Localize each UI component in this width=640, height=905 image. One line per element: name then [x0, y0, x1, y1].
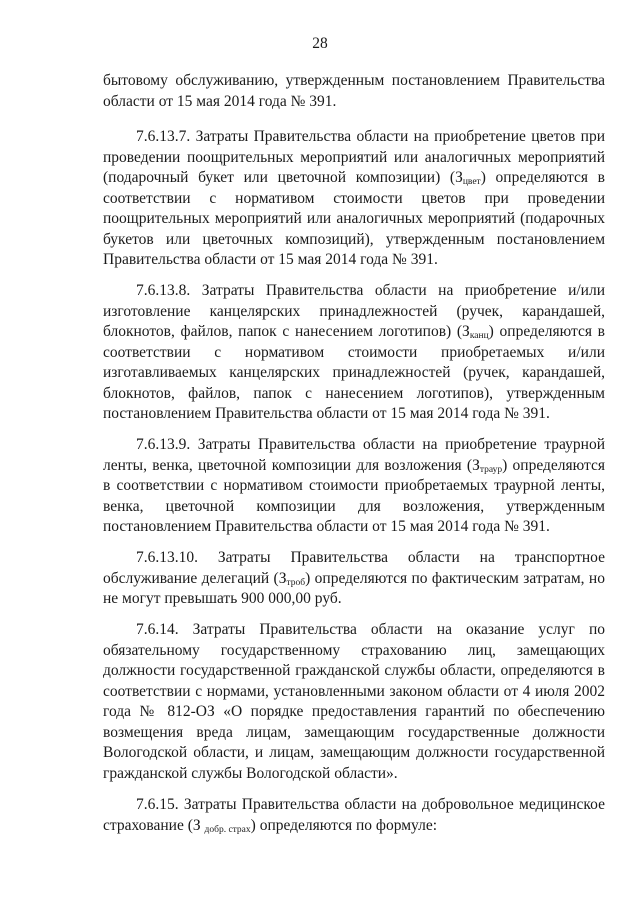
paragraph-text-after: ) определяются в соответствии с нормативом стоимости приобретаемых траурной ленты, венка, цветочной композиции для возложения, утвержденным постановлением Правительства области от 15 мая 2014 года № 391. — [103, 456, 606, 535]
subscript-label: траур — [479, 464, 503, 475]
subscript-label: добр. страх — [204, 824, 251, 835]
paragraph-text-after: ) определяются по формуле: — [250, 816, 438, 834]
subscript-label: канц — [469, 331, 489, 341]
paragraph-text-before: 7.6.13.8. Затраты Правительства области на приобретение и/или изготовление канцелярских принадлежностей (ручек, карандашей, блокнотов, файлов, папок с нанесением логотипов) (З — [103, 282, 605, 340]
paragraph-text-before: 7.6.13.10. Затраты Правительства области на транспортное обслуживание делегаций (З — [103, 549, 605, 587]
subscript-label: цвет — [462, 177, 481, 187]
paragraph-7-6-13-8 — [103, 281, 605, 425]
paragraph-text: 7.6.14. Затраты Правительства области на оказание услуг по обязательному государственному страхованию лиц, замещающих должности государственной гражданской службы области, определяются в соответствии с нормами, установленными законом области от 4 июля 2002 года № 812-ОЗ «О порядке предоставления гарантий по обеспечению возмещения вреда лицам, замещающим государственные должности Вологодской области, и лицам, замещающим должности государственной гражданской службы Вологодской области». — [103, 621, 605, 782]
paragraph-7-6-13-10 — [103, 548, 605, 610]
paragraph-continuation — [103, 71, 605, 112]
paragraph-text-before: 7.6.13.9. Затраты Правительства области на приобретение траурной ленты, венка, цветочной композиции для возложения (З — [103, 436, 605, 474]
paragraph-7-6-15 — [103, 795, 605, 836]
paragraph-7-6-13-9 — [103, 435, 605, 538]
paragraph-text-before: 7.6.13.7. Затраты Правительства области на приобретение цветов при проведении поощрительных мероприятий или аналогичных мероприятий (подарочный букет или цветочной композиции) (З — [103, 128, 605, 186]
subscript-label: троб — [286, 577, 306, 588]
paragraph-text-after: ) определяются в соответствии с нормативом стоимости приобретаемых и/или изготавливаемых канцелярских принадлежностей (ручек, карандашей, блокнотов, файлов, папок с нанесением логотипов), утвержденным постановлением Правительства области от 15 мая 2014 года № 391. — [103, 323, 605, 422]
page-number: 28 — [312, 35, 328, 52]
paragraph-7-6-13-7 — [103, 127, 605, 271]
paragraph-text-after: ) определяются по фактическим затратам, но не могут превышать 900 000,00 руб. — [103, 569, 605, 607]
paragraph-text-after: ) определяются в соответствии с нормативом стоимости цветов при проведении поощрительных мероприятий или аналогичных мероприятий (подарочных букетов или цветочных композиций), утвержденным постановлением Правительства области от 15 мая 2014 года № 391. — [103, 169, 605, 268]
paragraph-7-6-14 — [103, 620, 605, 784]
paragraph-text-before: 7.6.15. Затраты Правительства области на добровольное медицинское страхование (З — [103, 796, 605, 834]
paragraph-text: бытовому обслуживанию, утвержденным постановлением Правительства области от 15 мая 2014 года № 391. — [103, 72, 605, 110]
